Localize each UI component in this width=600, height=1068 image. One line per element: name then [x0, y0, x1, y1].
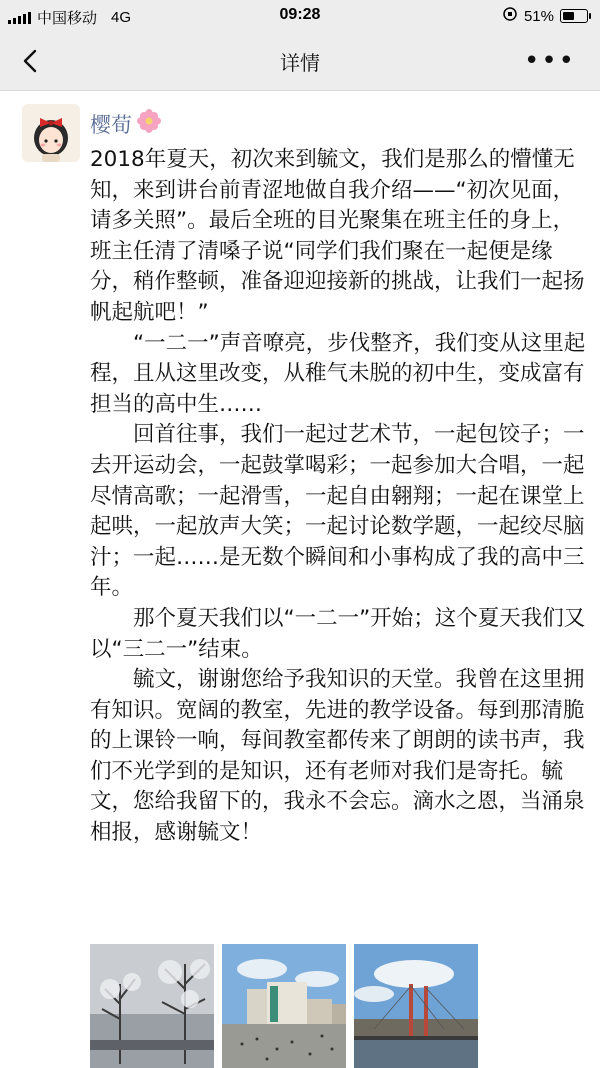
- battery-percent: 51%: [523, 7, 554, 25]
- snowy-trees-photo[interactable]: [90, 944, 214, 1068]
- avatar[interactable]: [22, 104, 80, 162]
- author-name[interactable]: 樱荀: [90, 112, 132, 137]
- flower-icon: [136, 108, 162, 139]
- network-type: 4G: [111, 9, 132, 26]
- carrier-name: 中国移动: [37, 10, 98, 27]
- bridge-skyline-photo[interactable]: [354, 944, 478, 1068]
- nav-bar: [0, 32, 600, 91]
- page-title: 详情: [280, 51, 320, 75]
- post-author[interactable]: [90, 108, 162, 139]
- rotation-lock-icon: [502, 6, 518, 26]
- post-paragraph: 毓文，谢谢您给予我知识的天堂。我曾在这里拥有知识。宽阔的教室，先进的教学设备。每到那清脆的上课铃一响，每间教室都传来了朗朗的读书声，我们不光学到的是知识，还有老师对我们是寄托。毓文，您给我留下的，我永不会忘。滴水之恩，当涌泉相报，感谢毓文！: [90, 667, 585, 846]
- post-paragraph: 回首往事，我们一起过艺术节，一起包饺子；一去开运动会，一起鼓掌喝彩；一起参加大合唱，一起尽情高歌；一起滑雪，一起自由翱翔；一起在课堂上起哄，一起放声大笑；一起讨论数学题，一起绞尽脑汁；一起……是无数个瞬间和小事构成了我的高中三年。: [90, 422, 585, 601]
- post-paragraph: 那个夏天我们以“一二一”开始；这个夏天我们又以“三二一”结束。: [90, 605, 586, 662]
- post-content: [90, 145, 595, 849]
- post-paragraph: 2018年夏天，初次来到毓文，我们是那么的懵懂无知，来到讲台前青涩地做自我介绍——“初次见面，请多关照”。最后全班的目光聚集在班主任的身上，班主任清了清嗓子说“同学们我们聚在一起便是缘分，稍作整顿，准备迎迎接新的挑战，让我们一起扬帆起航吧！”: [90, 147, 585, 325]
- post-paragraph: “一二一”声音嘹亮，步伐整齐，我们变从这里起程，且从这里改变，从稚气未脱的初中生，变成富有担当的高中生……: [90, 330, 586, 417]
- battery-icon: [560, 9, 588, 23]
- photo-grid: [90, 944, 478, 1068]
- status-bar: [0, 0, 600, 32]
- more-options-icon[interactable]: •••: [523, 46, 576, 76]
- school-campus-photo[interactable]: [222, 944, 346, 1068]
- clock: 09:28: [279, 6, 321, 23]
